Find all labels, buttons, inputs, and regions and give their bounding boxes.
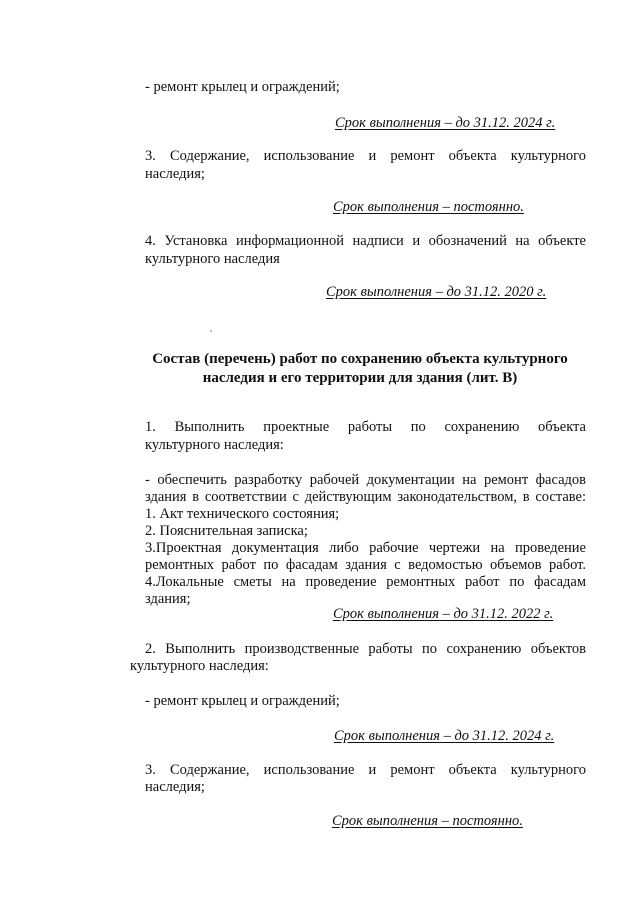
deadline-2020: Срок выполнения – до 31.12. 2020 г. [326,284,547,300]
deadline-2022: Срок выполнения – до 31.12. 2022 г. [333,606,554,622]
docs-line8: здания; [145,591,191,607]
repair-item-top: - ремонт крылец и ограждений; [145,79,340,95]
docs-line1: - обеспечить разработку рабочей документации на ремонт фасадов [145,472,586,488]
section-title [140,350,580,388]
docs-line6: ремонтных работ по фасадам здания с ведомостью объемов работ. [145,557,586,573]
scan-speck [210,330,212,332]
docs-line5: 3.Проектная документация либо рабочие чертежи на проведение [145,540,586,556]
deadline-permanent-top: Срок выполнения – постоянно. [333,199,524,215]
item3-line1-top: 3. Содержание, использование и ремонт объекта культурного [145,148,586,164]
docs-line7: 4.Локальные сметы на проведение ремонтных работ по фасадам [145,574,586,590]
section-title-line2: наследия и его территории для здания (лит. В) [202,370,518,386]
works-item2-line1: 2. Выполнить производственные работы по сохранению объектов [145,641,586,657]
section-title-line1: Состав (перечень) работ по сохранению объекта культурного [152,351,568,367]
docs-line4: 2. Пояснительная записка; [145,523,308,539]
docs-line3: 1. Акт технического состояния; [145,506,340,522]
item4-line2: культурного наследия [145,251,280,267]
works-item2-line2: культурного наследия: [130,658,269,674]
works-item1-line2: культурного наследия: [145,437,284,453]
deadline-2024-top: Срок выполнения – до 31.12. 2024 г. [335,115,556,131]
item3-line1-bottom: 3. Содержание, использование и ремонт объекта культурного [145,762,586,778]
deadline-2024-bottom: Срок выполнения – до 31.12. 2024 г. [334,728,555,744]
repair-item-bottom: - ремонт крылец и ограждений; [145,693,340,709]
deadline-permanent-bottom: Срок выполнения – постоянно. [332,813,523,829]
item3-line2-top: наследия; [145,166,205,182]
docs-line2: здания в соответствии с действующим законодательством, в составе: [145,489,586,505]
works-item1-line1: 1. Выполнить проектные работы по сохранению объекта [145,419,586,435]
item4-line1: 4. Установка информационной надписи и обозначений на объекте [145,233,586,249]
item3-line2-bottom: наследия; [145,779,205,795]
